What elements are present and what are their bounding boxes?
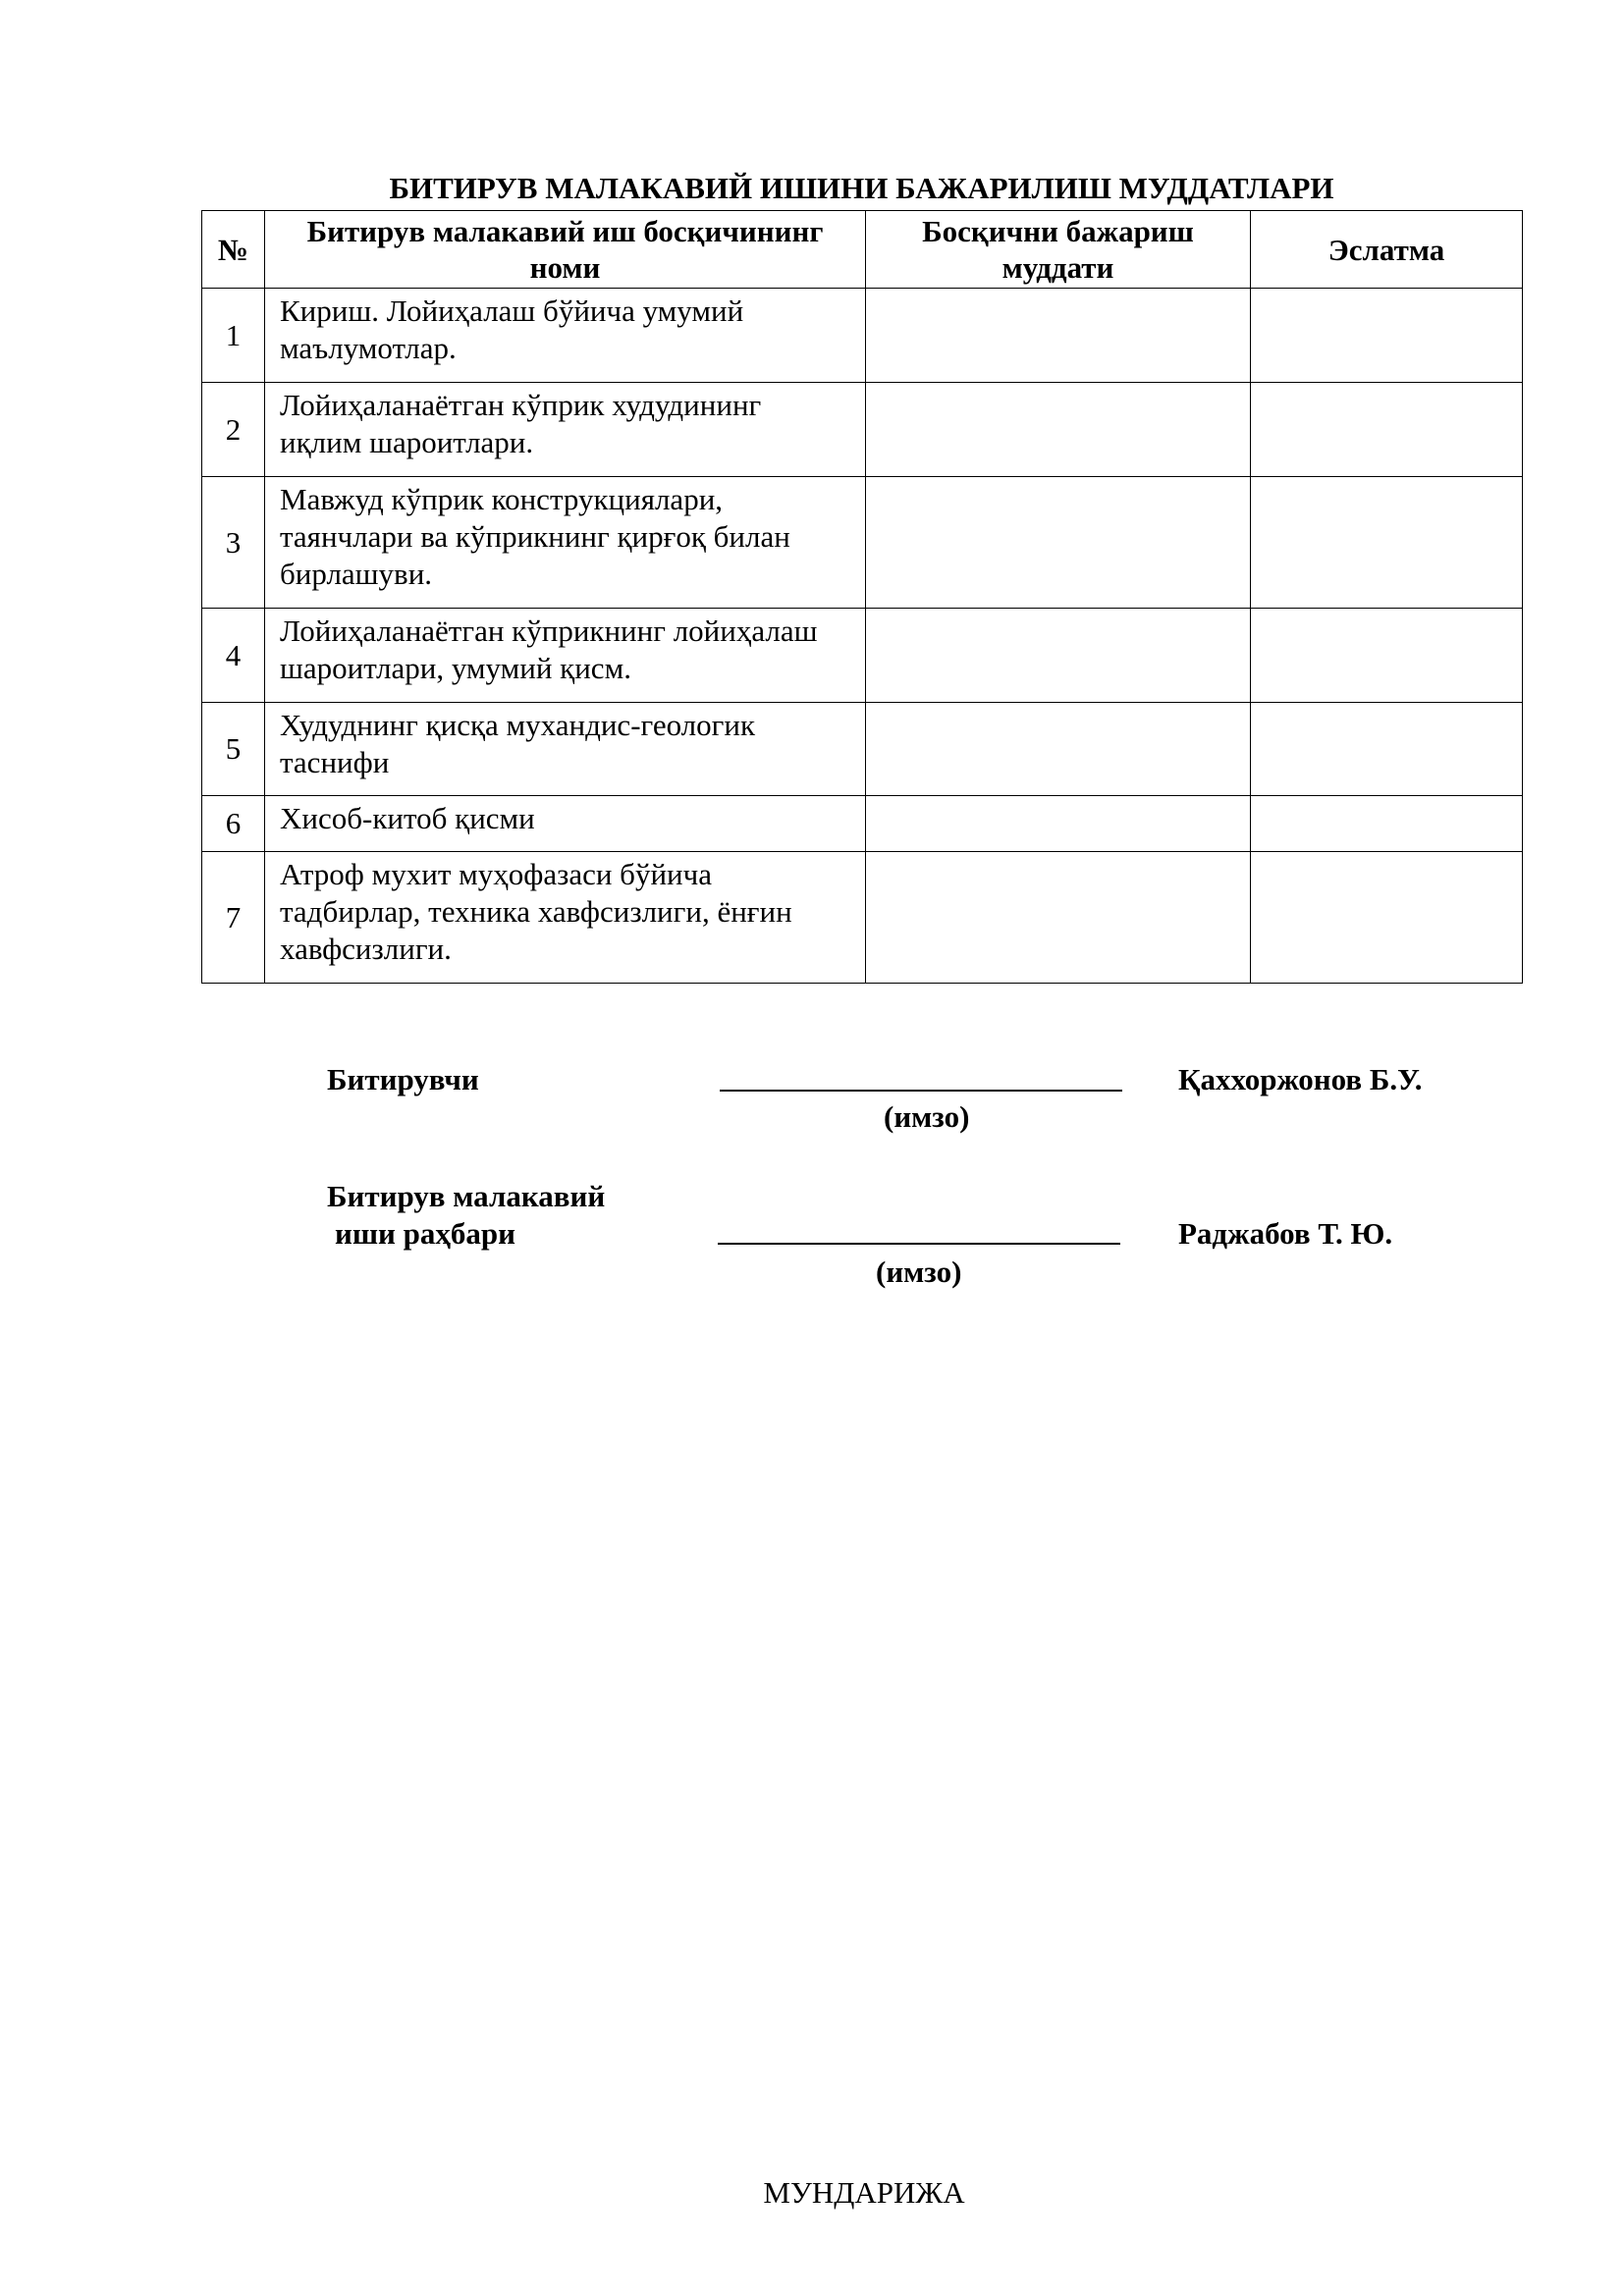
stage-name [265,852,866,984]
stage-name [265,796,866,852]
graduate-name: Қаххоржонов Б.У. [1178,1062,1423,1096]
table-row [202,477,1523,609]
note-cell [1251,383,1523,477]
stage-name-line: хавфсизлиги. [280,932,452,966]
supervisor-signature-caption: (имзо) [876,1255,962,1289]
stage-name [265,609,866,703]
stage-name-line: Лойиҳаланаётган кўприкнинг лойиҳалаш [280,614,818,648]
page-title: БИТИРУВ МАЛАКАВИЙ ИШИНИ БАЖАРИЛИШ МУДДАТЛАРИ [389,171,1334,205]
stage-name-line: Атроф мухит муҳофазаси бўйича [280,857,712,891]
header-note-text: Эслатма [1327,232,1445,267]
header-number [202,211,265,289]
stage-name-line: таснифи [280,745,390,779]
table-header-row [202,211,1523,289]
header-deadline-line2: муддати [1001,250,1114,285]
graduate-signature-line [720,1090,1122,1092]
header-stage-name [265,211,866,289]
deadline-cell [866,383,1251,477]
header-note [1251,211,1523,289]
row-number: 5 [202,703,265,796]
row-number: 4 [202,609,265,703]
stage-name [265,289,866,383]
table-row [202,609,1523,703]
stage-name-line: иқлим шароитлари. [280,425,534,459]
deadline-cell [866,289,1251,383]
note-cell [1251,477,1523,609]
stage-name-line: Лойиҳаланаётган кўприк худудининг [280,388,762,422]
stage-name-line: тадбирлар, техника хавфсизлиги, ёнғин [280,894,792,929]
table-row [202,703,1523,796]
note-cell [1251,852,1523,984]
header-stage-name-line2: номи [529,250,601,285]
note-cell [1251,796,1523,852]
note-cell [1251,289,1523,383]
deadline-cell [866,477,1251,609]
row-number: 7 [202,852,265,984]
deadline-cell [866,609,1251,703]
header-stage-name-line1: Битирув малакавий иш босқичининг [306,214,824,248]
supervisor-role-label-line2: иши раҳбари [335,1216,515,1251]
stage-name-line: Хисоб-китоб қисми [280,801,535,835]
note-cell [1251,609,1523,703]
deadline-cell [866,852,1251,984]
row-number: 6 [202,796,265,852]
schedule-table [201,210,1523,984]
row-number: 1 [202,289,265,383]
footer-heading: МУНДАРИЖА [763,2175,965,2210]
stage-name-line: таянчлари ва кўприкнинг қирғоқ билан [280,519,790,554]
note-cell [1251,703,1523,796]
header-deadline [866,211,1251,289]
supervisor-name: Раджабов Т. Ю. [1178,1216,1393,1251]
table-row [202,796,1523,852]
graduate-signature-caption: (имзо) [884,1099,970,1134]
graduate-role-label: Битирувчи [327,1062,479,1096]
stage-name-line: бирлашуви. [280,557,433,591]
stage-name-line: Мавжуд кўприк конструкциялари, [280,482,724,516]
stage-name-line: Кириш. Лойиҳалаш бўйича умумий [280,294,744,328]
table-row [202,852,1523,984]
header-deadline-line1: Босқични бажариш [922,214,1194,248]
supervisor-signature-line [718,1243,1120,1245]
row-number: 3 [202,477,265,609]
table-row [202,289,1523,383]
stage-name [265,477,866,609]
row-number: 2 [202,383,265,477]
stage-name [265,383,866,477]
stage-name [265,703,866,796]
deadline-cell [866,703,1251,796]
stage-name-line: Худуднинг қисқа мухандис-геологик [280,708,756,742]
supervisor-role-label-line1: Битирув малакавий [327,1179,606,1213]
stage-name-line: шароитлари, умумий қисм. [280,651,631,685]
deadline-cell [866,796,1251,852]
header-number-text: № [217,232,249,267]
table-row [202,383,1523,477]
stage-name-line: маълумотлар. [280,331,457,365]
